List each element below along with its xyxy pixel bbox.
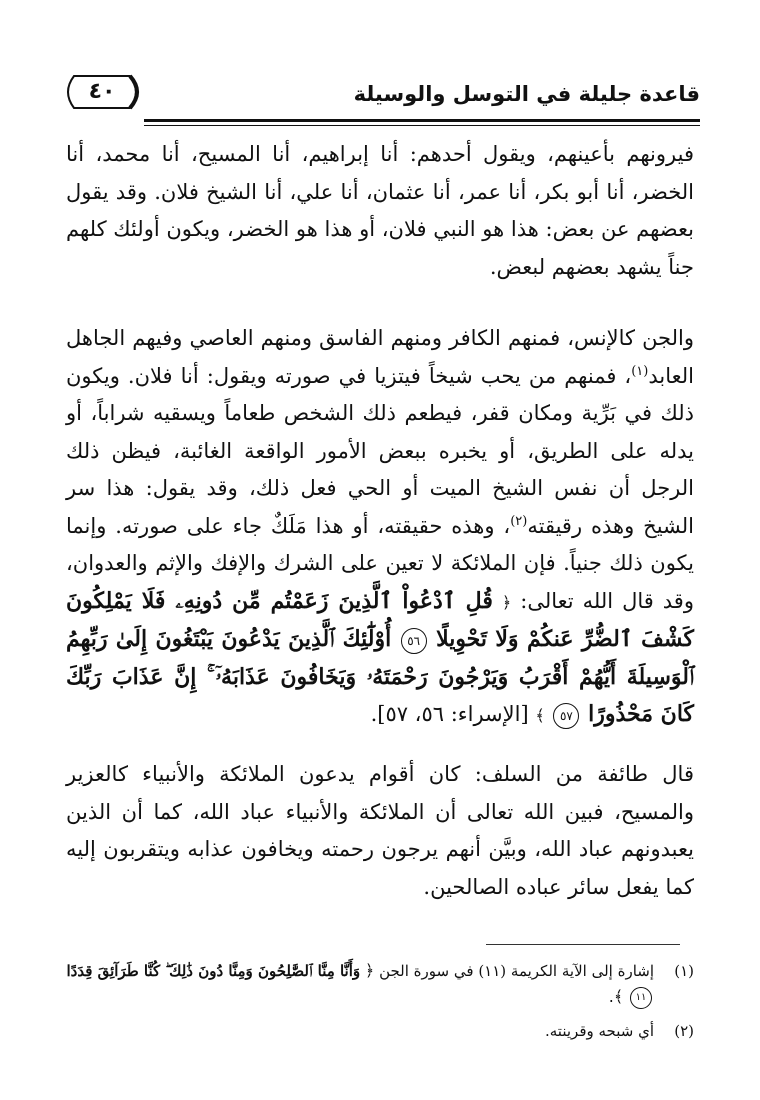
footnotes xyxy=(66,958,694,1044)
footnote-1-bracket-close: ﴾. xyxy=(608,987,624,1006)
footnote-1-verse: وَأَنَّا مِنَّا ٱلصَّٰلِحُونَ وَمِنَّا دُونَ ذَٰلِكَ ۖ كُنَّا طَرَآئِقَ قِدَدًا xyxy=(66,962,361,980)
footnote-separator xyxy=(486,944,680,945)
page-number-frame xyxy=(60,72,144,112)
quran-verse-56: قُلِ ٱدْعُواْ ٱلَّذِينَ زَعَمْتُم مِّن دُونِهِۦ فَلَا يَمْلِكُونَ كَشْفَ ٱلضُّرِّ عَنكُمْ وَلَا تَحْوِيلًا xyxy=(66,587,694,652)
paragraph-3 xyxy=(66,756,694,906)
header-rule-thick xyxy=(144,119,700,122)
footnote-1-ayah-number: ١١ xyxy=(630,987,652,1009)
verse-reference: [الإسراء: ٥٦، ٥٧]. xyxy=(370,702,529,726)
footnote-2 xyxy=(66,1018,694,1044)
footnote-ref-2[interactable]: (٢) xyxy=(510,513,528,529)
paragraph-3-text: قال طائفة من السلف: كان أقوام يدعون الملائكة والأنبياء كالعزير والمسيح، فبين الله تعالى أن الملائكة والأنبياء عباد الله، كما أن الذين يعبدونهم عباد الله، وبيَّن أنهم يرجون رحمته ويخافون عذابه ويتقربون إليه كما يفعل سائر عباده الصالحين. xyxy=(66,762,694,899)
paragraph-2 xyxy=(66,320,694,735)
footnote-2-number: (٢) xyxy=(674,1022,694,1040)
footnote-1 xyxy=(66,958,694,1010)
footnote-1-number: (١) xyxy=(674,962,694,980)
quran-bracket-open: ﴿ xyxy=(501,592,512,612)
quran-bracket-close: ﴾ xyxy=(535,706,545,725)
ayah-number-57: ٥٧ xyxy=(553,703,579,729)
paragraph-2-text-c: ، وهذه حقيقته، أو هذا مَلَكٌ جاء على صورته. وإنما يكون ذلك جنياً. فإن الملائكة لا تعين على الشرك والإفك والإثم والعدوان، وقد قال الله تعالى: xyxy=(66,513,694,613)
page-number: ٤٠ xyxy=(88,79,116,104)
running-title: قاعدة جليلة في التوسل والوسيلة xyxy=(353,82,700,106)
footnote-1-bracket-open: ﴿ xyxy=(364,961,375,980)
footnote-2-text: أي شبحه وقرينته. xyxy=(545,1022,654,1040)
page-header xyxy=(60,70,700,122)
paragraph-1 xyxy=(66,136,694,286)
paragraph-1-text: فيرونهم بأعينهم، ويقول أحدهم: أنا إبراهيم، أنا المسيح، أنا محمد، أنا الخضر، أنا أبو بكر، أنا عمر، أنا عثمان، أنا علي، أنا الشيخ فلان. وقد يقول بعضهم عن بعض: هذا هو النبي فلان، أو هذا هو الخضر، ويكون أولئك كلهم جناً يشهد بعضهم لبعض. xyxy=(65,142,694,279)
header-rule-thin xyxy=(144,125,700,126)
paragraph-2-text-a: والجن كالإنس، فمنهم الكافر ومنهم الفاسق ومنهم العاصي وفيهم الجاهل العابد xyxy=(66,326,694,388)
footnote-1-text: إشارة إلى الآية الكريمة (١١) في سورة الجن xyxy=(379,962,654,980)
quran-verse-57: أُوْلَٰٓئِكَ ٱلَّذِينَ يَدْعُونَ يَبْتَغُونَ إِلَىٰ رَبِّهِمُ ٱلْوَسِيلَةَ أَيُّهُمْ أَقْرَبُ وَيَرْجُونَ رَحْمَتَهُۥ وَيَخَافُونَ عَذَابَهُۥٓ ۚ إِنَّ عَذَابَ رَبِّكَ كَانَ مَحْذُورًا xyxy=(66,626,694,727)
ayah-number-56: ٥٦ xyxy=(401,628,427,654)
paragraph-2-text-b: ، فمنهم من يحب شيخاً فيتزيا في صورته ويقول: أنا فلان. ويكون ذلك في بَرِّية ومكان قفر، فيطعم ذلك الشخص طعاماً ويسقيه شراباً، أو يدله على الطريق، أو يخبره ببعض الأمور الواقعة الغائبة، فيظن ذلك الرجل أن نفس الشيخ الميت أو الحي فعل ذلك، وقد يقول: هذا سر الشيخ وهذه رقيقته xyxy=(66,363,695,538)
footnote-ref-1[interactable]: (١) xyxy=(631,363,649,379)
